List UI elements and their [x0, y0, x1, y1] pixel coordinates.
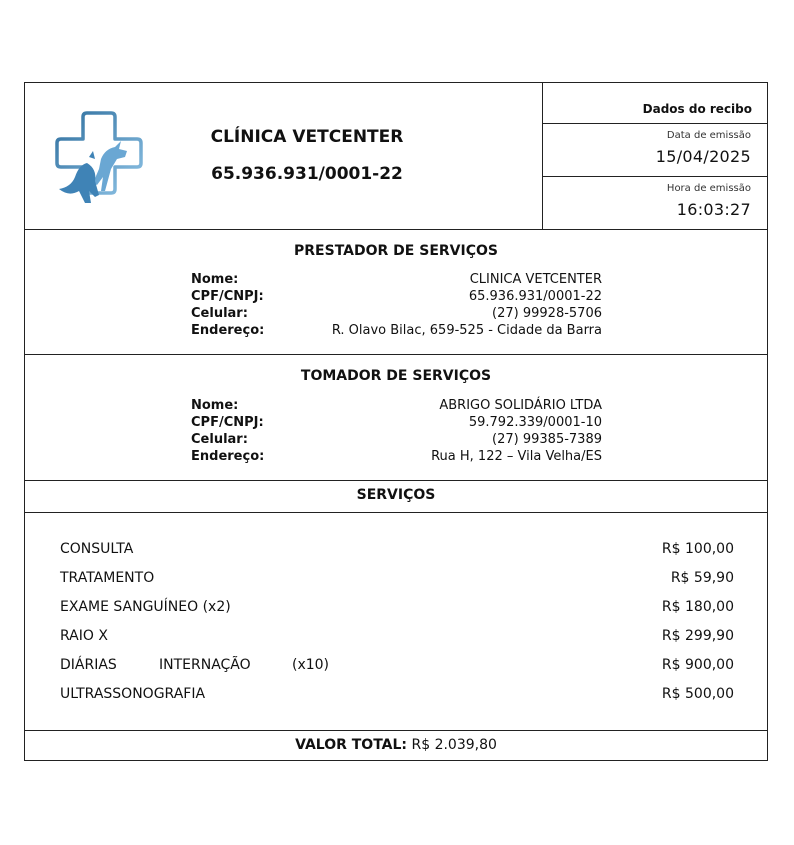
vet-cross-logo-icon [49, 107, 149, 207]
service-row [60, 541, 734, 557]
receipt-meta-panel [542, 83, 768, 229]
service-name [60, 657, 329, 673]
issue-time-value: 16:03:27 [676, 200, 751, 219]
provider-phone-label: Celular: [191, 306, 248, 321]
service-price: R$ 180,00 [661, 599, 734, 615]
provider-name-label: Nome: [191, 272, 239, 287]
clinic-cnpj: 65.936.931/0001-22 [211, 164, 403, 184]
provider-address-value: R. Olavo Bilac, 659-525 - Cidade da Barra [331, 323, 602, 338]
client-name-value: ABRIGO SOLIDÁRIO LTDA [439, 398, 602, 413]
provider-section [25, 229, 767, 355]
clinic-name: CLÍNICA VETCENTER [210, 127, 404, 147]
client-title: TOMADOR DE SERVIÇOS [300, 368, 492, 384]
client-address-label: Endereço: [191, 449, 265, 464]
service-name: ULTRASSONOGRAFIA [60, 686, 206, 702]
service-row [60, 570, 734, 586]
provider-name-value: CLINICA VETCENTER [469, 272, 602, 287]
provider-doc-value: 65.936.931/0001-22 [468, 289, 602, 304]
client-doc-value: 59.792.339/0001-10 [468, 415, 602, 430]
service-row [60, 628, 734, 644]
service-name: CONSULTA [60, 541, 134, 557]
client-phone-label: Celular: [191, 432, 248, 447]
provider-doc-label: CPF/CNPJ: [191, 289, 264, 304]
service-row [60, 599, 734, 615]
services-title: SERVIÇOS [356, 487, 436, 503]
service-row [60, 657, 734, 673]
service-price: R$ 59,90 [670, 570, 734, 586]
client-address-value: Rua H, 122 – Vila Velha/ES [431, 449, 602, 464]
service-name-part: (x10) [292, 657, 330, 673]
client-details [191, 397, 602, 465]
provider-name-row [191, 271, 602, 288]
client-phone-row [191, 431, 602, 448]
service-price: R$ 100,00 [661, 541, 734, 557]
total-row [25, 730, 767, 760]
receipt-meta-title: Dados do recibo [543, 83, 768, 124]
service-price: R$ 900,00 [661, 657, 734, 673]
service-row [60, 686, 734, 702]
client-name-label: Nome: [191, 398, 239, 413]
issue-date-block [543, 124, 768, 177]
receipt-header [25, 83, 767, 230]
services-list [25, 513, 767, 731]
provider-details [191, 271, 602, 339]
service-name: RAIO X [60, 628, 108, 644]
provider-phone-value: (27) 99928-5706 [492, 306, 602, 321]
client-address-row [191, 448, 602, 465]
service-name-part: INTERNAÇÃO [159, 657, 251, 673]
service-price: R$ 500,00 [661, 686, 734, 702]
client-section [25, 354, 767, 481]
issue-time-block [543, 177, 768, 229]
client-doc-row [191, 414, 602, 431]
client-doc-label: CPF/CNPJ: [191, 415, 264, 430]
services-header [25, 480, 767, 513]
issue-date-value: 15/04/2025 [655, 147, 751, 166]
receipt [24, 82, 768, 761]
issue-time-label: Hora de emissão [666, 183, 751, 194]
service-price: R$ 299,90 [661, 628, 734, 644]
client-phone-value: (27) 99385-7389 [492, 432, 602, 447]
provider-address-label: Endereço: [191, 323, 265, 338]
client-name-row [191, 397, 602, 414]
service-name-part: DIÁRIAS [60, 657, 117, 673]
issue-date-label: Data de emissão [666, 130, 751, 141]
total-label: VALOR TOTAL: [295, 737, 408, 753]
provider-doc-row [191, 288, 602, 305]
provider-title: PRESTADOR DE SERVIÇOS [294, 243, 498, 259]
service-name: EXAME SANGUÍNEO (x2) [60, 599, 231, 615]
provider-address-row [191, 322, 602, 339]
total-value: R$ 2.039,80 [411, 737, 497, 753]
service-name: TRATAMENTO [60, 570, 155, 586]
provider-phone-row [191, 305, 602, 322]
